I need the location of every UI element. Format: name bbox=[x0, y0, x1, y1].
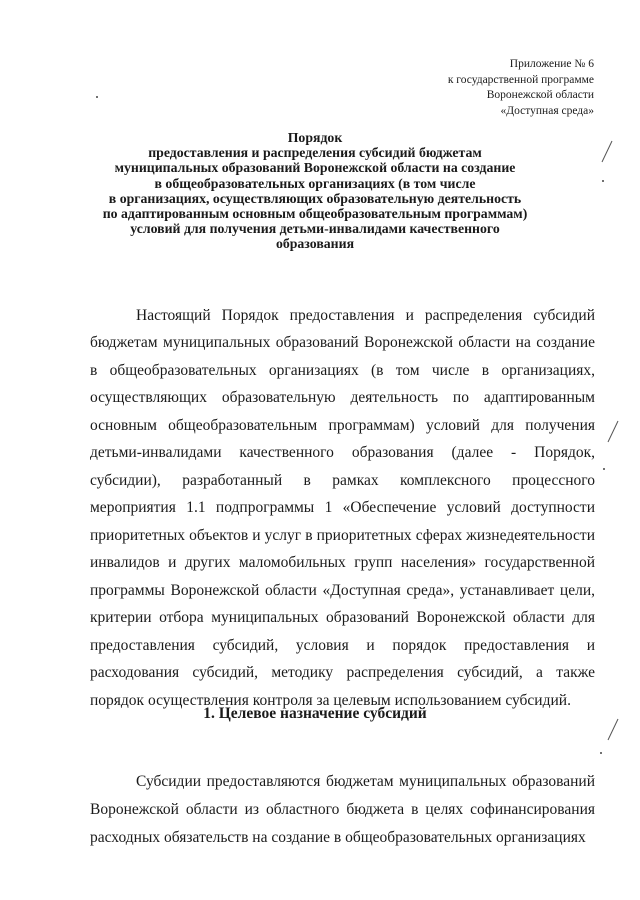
appendix-header bbox=[374, 57, 594, 119]
scan-dot bbox=[600, 752, 602, 754]
section-heading: 1. Целевое назначение субсидий bbox=[203, 705, 427, 722]
title-line: образования bbox=[275, 236, 355, 252]
appendix-line: Приложение № 6 bbox=[509, 58, 594, 70]
scan-mark-1 bbox=[600, 140, 614, 164]
appendix-line: «Доступная среда» bbox=[500, 104, 594, 117]
appendix-line: к государственной программе bbox=[447, 73, 594, 86]
intro-paragraph: Настоящий Порядок предоставления и распределения субсидий бюджетам муниципальных образований Воронежской области на создание в общеобразовательных организациях (в том числе в организациях, осуществляющих образовательную деятельность по адаптированным основным общеобразовательным программам) условий для получения детьми-инвалидами качественного образования (далее - Порядок, субсидии), разработанный в рамках комплексного процессного мероприятия 1.1 подпрограммы 1 «Обеспечение условий доступности приоритетных объектов и услуг в приоритетных сферах жизнедеятельности инвалидов и других маломобильных групп населения» государственной программы Воронежской области «Доступная среда», устанавливает цели, критерии отбора муниципальных образований Воронежской области для предоставления субсидий, условия и порядок предоставления и расходования субсидий, методику распределения субсидий, а также порядок осуществления контроля за целевым использованием субсидий. bbox=[90, 306, 595, 709]
title-line: условий для получения детьми-инвалидами качественного bbox=[130, 221, 500, 237]
title-line: Порядок bbox=[287, 130, 343, 145]
title-line: по адаптированным основным общеобразовательным программам) bbox=[102, 206, 528, 222]
scan-dot bbox=[96, 96, 98, 98]
scan-mark-3 bbox=[606, 718, 620, 742]
appendix-line: Воронежской области bbox=[486, 89, 594, 101]
title-line: муниципальных образований Воронежской области на создание bbox=[114, 160, 516, 176]
section-paragraph: Субсидии предоставляются бюджетам муниципальных образований Воронежской области из областного бюджета в целях софинансирования расходных обязательств на создание в общеобразовательных организациях bbox=[90, 772, 595, 846]
title-line: предоставления и распределения субсидий бюджетам bbox=[148, 145, 482, 161]
scan-dot bbox=[603, 468, 605, 470]
document-title bbox=[80, 130, 550, 252]
scan-dot bbox=[602, 180, 604, 182]
title-line: в общеобразовательных организациях (в том числе bbox=[154, 175, 476, 191]
scan-mark-2 bbox=[606, 420, 620, 444]
title-line: в организациях, осуществляющих образовательную деятельность bbox=[108, 190, 522, 206]
